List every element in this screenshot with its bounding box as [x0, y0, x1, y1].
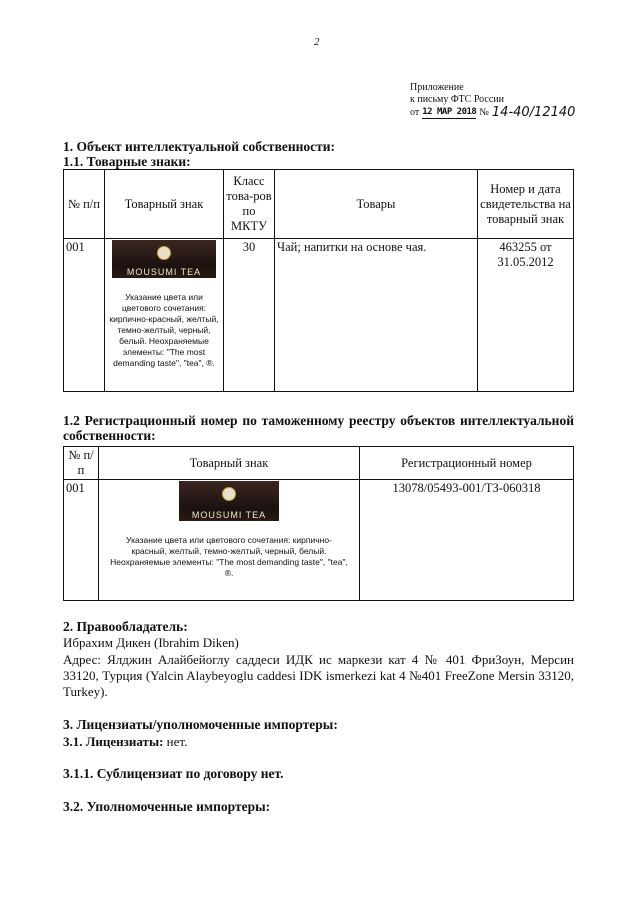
licensees-value: нет. [163, 734, 188, 749]
appendix-title: Приложение [410, 82, 464, 93]
trademark-note: Указание цвета или цветового сочетания: кирпично-красный, желтый, темно-желтый, черный, белый. Неохраняемые элементы: "The most demanding taste", "tea", ®. [110, 535, 348, 578]
logo-text: MOUSUMI TEA [191, 510, 267, 520]
section1-2-title: 1.2 Регистрационный номер по таможенному реестру объектов интеллектуальной собственности: [63, 413, 574, 443]
section1-1-title: 1.1. Товарные знаки: [63, 154, 191, 169]
cell-certificate: 463255 от 31.05.2012 [478, 239, 574, 392]
header-num: № п/п [64, 447, 99, 480]
header-certificate: Номер и дата свидетельства на товарный знак [478, 170, 574, 239]
page-number: 2 [314, 36, 320, 48]
licensees-line [63, 734, 187, 750]
sublicense-line: 3.1.1. Сублицензиат по договору нет. [63, 766, 284, 781]
table-row [64, 239, 574, 392]
emblem-icon [222, 487, 236, 501]
cell-trademark [99, 480, 360, 601]
number-prefix: № [479, 107, 489, 118]
table-header-row [64, 170, 574, 239]
cell-registration: 13078/05493-001/ТЗ-060318 [360, 480, 574, 601]
trademark-logo [112, 240, 216, 278]
header-trademark: Товарный знак [99, 447, 360, 480]
cell-num: 001 [64, 239, 105, 392]
table-header-row [64, 447, 574, 480]
appendix-letter-ref: к письму ФТС России [410, 94, 504, 105]
rightholder-address: Адрес: Ялджин Алайбейоглу саддеси ИДК ис маркези кат 4 № 401 ФриЗоун, Мерсин 33120, Турция (Yalcin Alaybeyoglu caddesi IDK ismerkezi kat 4 №401 FreeZone Mersin 33120, Turkey). [63, 652, 574, 699]
emblem-icon [157, 246, 171, 260]
date-stamp: 12 МАР 2018 [422, 107, 477, 117]
header-goods: Товары [275, 170, 478, 239]
header-registration: Регистрационный номер [360, 447, 574, 480]
section3-title: 3. Лицензиаты/уполномоченные импортеры: [63, 717, 338, 732]
rightholder-name: Ибрахим Дикен (Ibrahim Diken) [63, 635, 239, 650]
header-num: № п/п [64, 170, 105, 239]
trademark-note: Указание цвета или цветового сочетания: кирпично-красный, желтый, темно-желтый, черный, белый. Неохраняемые элементы: "The most demanding taste", "tea", ®. [109, 292, 219, 368]
cell-goods: Чай; напитки на основе чая. [275, 239, 478, 392]
logo-text: MOUSUMI TEA [126, 267, 202, 277]
handwritten-number: 14-40/12140 [491, 105, 576, 120]
section2-title: 2. Правообладатель: [63, 619, 188, 634]
appendix-header [410, 82, 575, 119]
cell-num: 001 [64, 480, 99, 601]
header-class: Класс това-ров по МКТУ [224, 170, 275, 239]
date-prefix: от [410, 107, 420, 118]
trademarks-table [63, 169, 574, 392]
cell-trademark [105, 239, 224, 392]
appendix-date-line [410, 106, 575, 119]
importers-title: 3.2. Уполномоченные импортеры: [63, 799, 271, 814]
trademark-logo [179, 481, 279, 521]
licensees-label: 3.1. Лицензиаты: [63, 734, 164, 749]
registry-table [63, 446, 574, 601]
section1-title: 1. Объект интеллектуальной собственности: [63, 139, 336, 154]
header-trademark: Товарный знак [105, 170, 224, 239]
table-row [64, 480, 574, 601]
cell-class: 30 [224, 239, 275, 392]
